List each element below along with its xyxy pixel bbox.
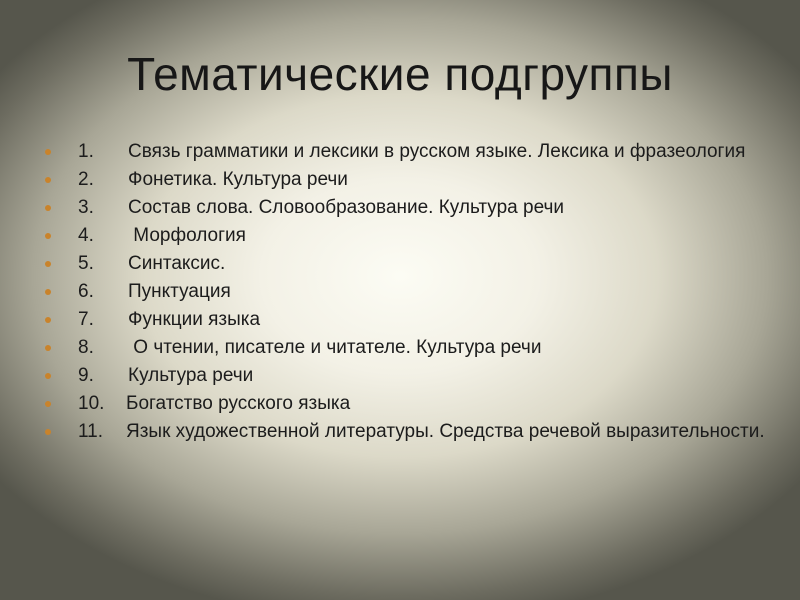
- list-item: [40, 337, 770, 359]
- slide-title: Тематические подгруппы: [127, 48, 673, 100]
- list-item: [40, 365, 770, 387]
- item-number: 3.: [78, 197, 94, 218]
- item-text: Язык художественной литературы. Средства речевой выразительности.: [126, 421, 765, 442]
- list-item: [40, 421, 770, 443]
- list-item: [40, 253, 770, 275]
- item-text: Пунктуация: [128, 281, 231, 302]
- item-number: 11.: [78, 421, 104, 442]
- bullet-icon: [45, 289, 51, 295]
- item-text: Связь грамматики и лексики в русском языке. Лексика и фразеология: [128, 141, 746, 162]
- list-item: [40, 169, 770, 191]
- item-number: 9.: [78, 365, 94, 386]
- item-number: 6.: [78, 281, 94, 302]
- item-text: Культура речи: [128, 365, 254, 386]
- item-number: 2.: [78, 169, 94, 190]
- bullet-icon: [45, 205, 51, 211]
- item-text: Функции языка: [128, 309, 261, 330]
- item-number: 1.: [78, 141, 94, 162]
- bullet-icon: [45, 317, 51, 323]
- bullet-icon: [45, 233, 51, 239]
- list-item: [40, 197, 770, 219]
- item-number: 8.: [78, 337, 94, 358]
- bullet-icon: [45, 149, 51, 155]
- item-number: 5.: [78, 253, 94, 274]
- item-text: О чтении, писателе и читателе. Культура речи: [128, 337, 542, 358]
- item-text: Морфология: [128, 225, 246, 246]
- item-number: 4.: [78, 225, 94, 246]
- bullet-icon: [45, 177, 51, 183]
- item-number: 10.: [78, 393, 105, 414]
- bullet-icon: [45, 373, 51, 379]
- bullet-icon: [45, 345, 51, 351]
- bullet-icon: [45, 261, 51, 267]
- item-text: Синтаксис.: [128, 253, 226, 274]
- list-item: [40, 225, 770, 247]
- list-item: [40, 309, 770, 331]
- item-text: Состав слова. Словообразование. Культура речи: [128, 197, 565, 218]
- list-item: [40, 393, 770, 415]
- list-item: [40, 141, 770, 163]
- bullet-icon: [45, 401, 51, 407]
- topic-list: [40, 141, 770, 449]
- item-number: 7.: [78, 309, 94, 330]
- bullet-icon: [45, 429, 51, 435]
- item-text: Богатство русского языка: [126, 393, 351, 414]
- item-text: Фонетика. Культура речи: [128, 169, 348, 190]
- list-item: [40, 281, 770, 303]
